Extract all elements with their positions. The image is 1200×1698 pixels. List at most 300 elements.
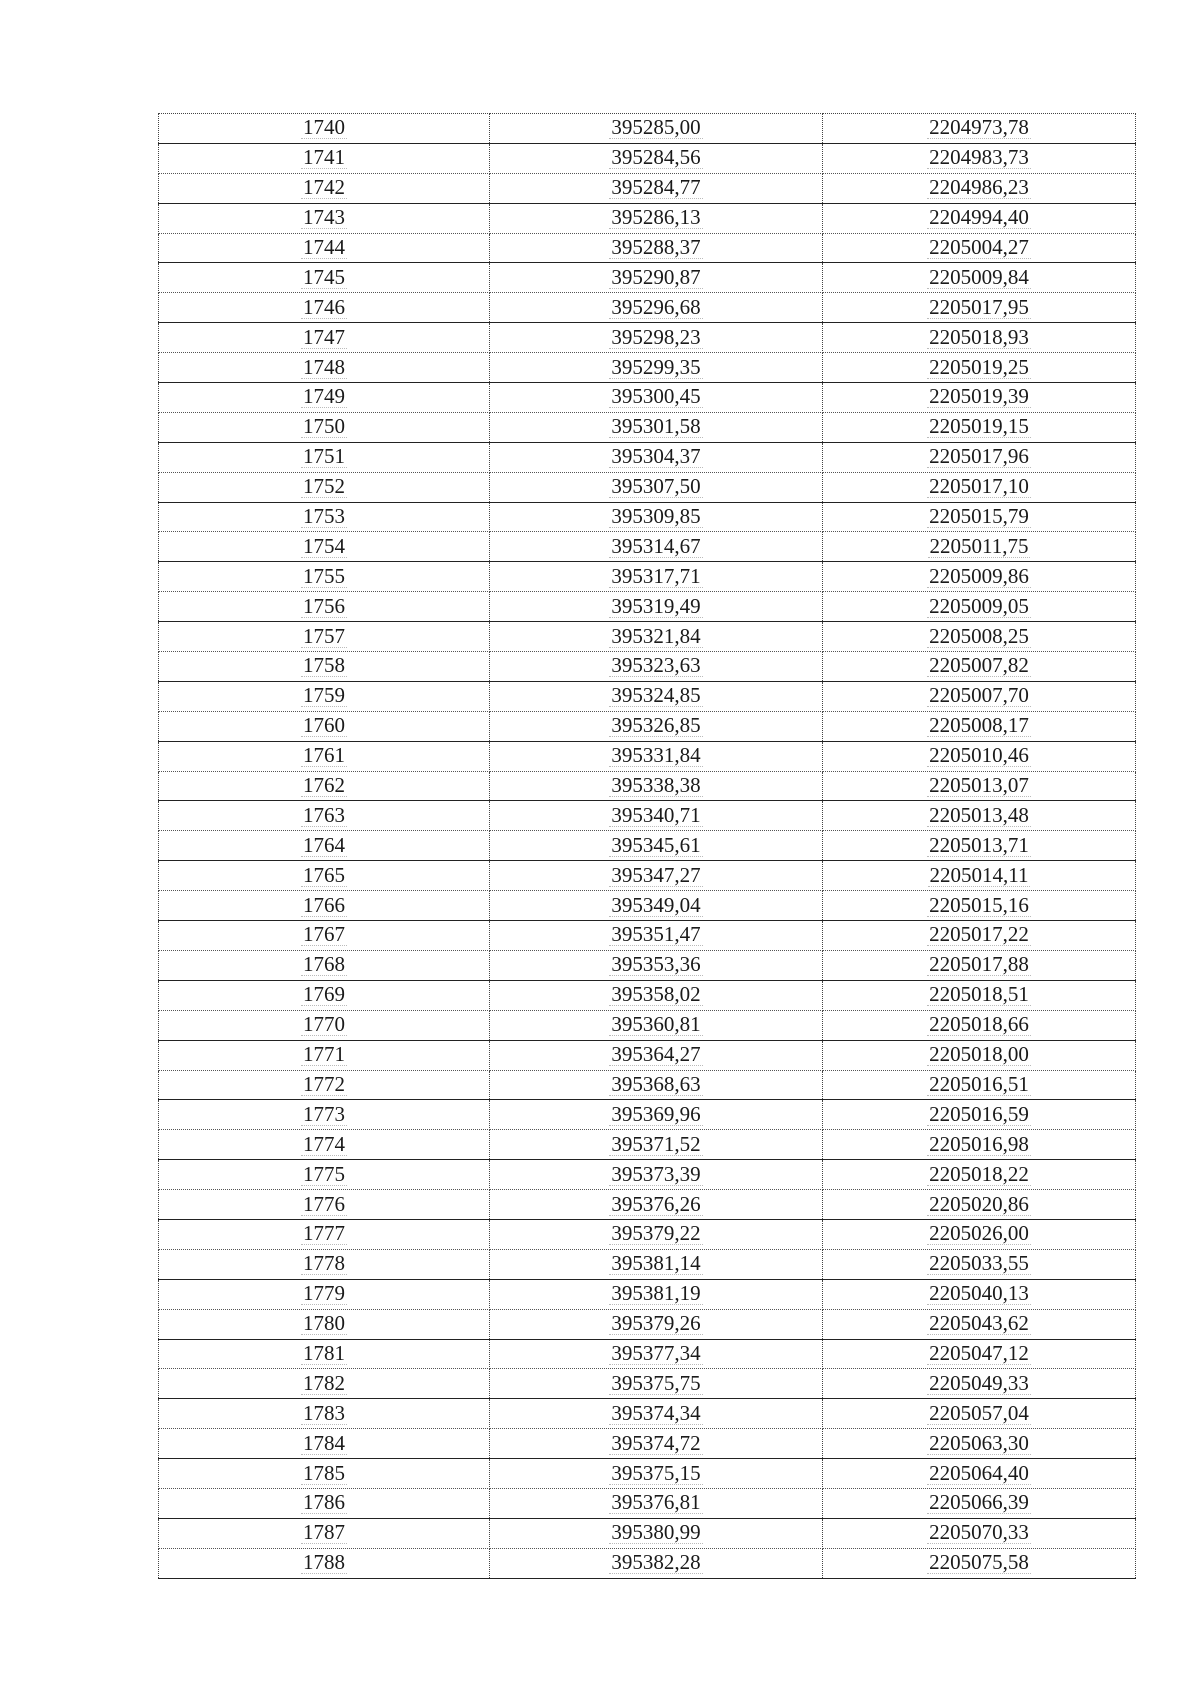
table-row	[159, 1130, 1136, 1160]
x-coordinate-text: 395314,67	[611, 533, 701, 558]
table-row	[159, 532, 1136, 562]
x-coordinate-cell	[490, 293, 823, 323]
y-coordinate-cell	[823, 1279, 1136, 1309]
point-number-cell	[159, 622, 490, 652]
table-row	[159, 472, 1136, 502]
point-number-text: 1787	[303, 1520, 345, 1545]
point-number-text: 1779	[303, 1281, 345, 1306]
y-coordinate-cell	[823, 681, 1136, 711]
y-coordinate-cell	[823, 1040, 1136, 1070]
y-coordinate-cell	[823, 1100, 1136, 1130]
y-coordinate-text: 2205011,75	[929, 533, 1029, 558]
y-coordinate-text: 2205019,25	[929, 354, 1029, 379]
point-number-cell	[159, 472, 490, 502]
point-number-text: 1746	[303, 294, 345, 319]
point-number-cell	[159, 203, 490, 233]
x-coordinate-text: 395353,36	[611, 952, 701, 977]
y-coordinate-cell	[823, 1190, 1136, 1220]
x-coordinate-cell	[490, 771, 823, 801]
y-coordinate-cell	[823, 143, 1136, 173]
y-coordinate-cell	[823, 801, 1136, 831]
x-coordinate-cell	[490, 1160, 823, 1190]
y-coordinate-cell	[823, 771, 1136, 801]
y-coordinate-text: 2205018,00	[929, 1042, 1029, 1067]
table-row	[159, 383, 1136, 413]
x-coordinate-text: 395379,26	[611, 1311, 701, 1336]
point-number-text: 1781	[303, 1340, 345, 1365]
y-coordinate-text: 2205014,11	[929, 862, 1029, 887]
point-number-cell	[159, 1190, 490, 1220]
y-coordinate-cell	[823, 203, 1136, 233]
table-row	[159, 1518, 1136, 1548]
point-number-cell	[159, 412, 490, 442]
point-number-text: 1742	[303, 175, 345, 200]
y-coordinate-cell	[823, 1130, 1136, 1160]
x-coordinate-text: 395307,50	[611, 474, 701, 499]
x-coordinate-cell	[490, 681, 823, 711]
y-coordinate-text: 2205013,07	[929, 773, 1029, 798]
point-number-text: 1755	[303, 563, 345, 588]
x-coordinate-text: 395373,39	[611, 1161, 701, 1186]
y-coordinate-text: 2205009,84	[929, 264, 1029, 289]
x-coordinate-cell	[490, 1100, 823, 1130]
x-coordinate-text: 395380,99	[611, 1520, 701, 1545]
point-number-text: 1772	[303, 1071, 345, 1096]
point-number-text: 1780	[303, 1311, 345, 1336]
point-number-cell	[159, 592, 490, 622]
point-number-text: 1745	[303, 264, 345, 289]
point-number-text: 1749	[303, 384, 345, 409]
y-coordinate-cell	[823, 173, 1136, 203]
coordinates-table	[158, 113, 1136, 1579]
y-coordinate-text: 2205033,55	[929, 1251, 1029, 1276]
x-coordinate-cell	[490, 562, 823, 592]
table-row	[159, 771, 1136, 801]
point-number-text: 1773	[303, 1101, 345, 1126]
y-coordinate-cell	[823, 562, 1136, 592]
y-coordinate-text: 2205049,33	[929, 1370, 1029, 1395]
x-coordinate-text: 395382,28	[611, 1550, 701, 1575]
x-coordinate-cell	[490, 1429, 823, 1459]
x-coordinate-cell	[490, 592, 823, 622]
coordinates-table-body	[159, 114, 1136, 1579]
point-number-text: 1775	[303, 1161, 345, 1186]
point-number-text: 1764	[303, 832, 345, 857]
x-coordinate-cell	[490, 891, 823, 921]
point-number-cell	[159, 562, 490, 592]
point-number-cell	[159, 861, 490, 891]
point-number-cell	[159, 1249, 490, 1279]
x-coordinate-text: 395331,84	[611, 743, 701, 768]
y-coordinate-text: 2205007,82	[929, 653, 1029, 678]
x-coordinate-cell	[490, 1279, 823, 1309]
point-number-text: 1751	[303, 444, 345, 469]
point-number-text: 1762	[303, 773, 345, 798]
y-coordinate-cell	[823, 980, 1136, 1010]
table-row	[159, 980, 1136, 1010]
y-coordinate-text: 2205009,86	[929, 563, 1029, 588]
y-coordinate-cell	[823, 1219, 1136, 1249]
x-coordinate-cell	[490, 1040, 823, 1070]
x-coordinate-cell	[490, 861, 823, 891]
table-row	[159, 652, 1136, 682]
y-coordinate-cell	[823, 921, 1136, 951]
y-coordinate-text: 2204983,73	[929, 145, 1029, 170]
point-number-cell	[159, 1488, 490, 1518]
table-row	[159, 1399, 1136, 1429]
point-number-text: 1753	[303, 504, 345, 529]
x-coordinate-cell	[490, 1518, 823, 1548]
y-coordinate-cell	[823, 711, 1136, 741]
table-row	[159, 173, 1136, 203]
x-coordinate-cell	[490, 1488, 823, 1518]
point-number-cell	[159, 1100, 490, 1130]
y-coordinate-text: 2204973,78	[929, 115, 1029, 140]
y-coordinate-text: 2205064,40	[929, 1460, 1029, 1485]
y-coordinate-text: 2205013,48	[929, 802, 1029, 827]
point-number-text: 1758	[303, 653, 345, 678]
y-coordinate-cell	[823, 1369, 1136, 1399]
point-number-cell	[159, 771, 490, 801]
y-coordinate-text: 2205009,05	[929, 593, 1029, 618]
y-coordinate-text: 2205013,71	[929, 832, 1029, 857]
point-number-cell	[159, 293, 490, 323]
x-coordinate-text: 395323,63	[611, 653, 701, 678]
x-coordinate-cell	[490, 412, 823, 442]
table-row	[159, 681, 1136, 711]
table-row	[159, 1339, 1136, 1369]
x-coordinate-cell	[490, 831, 823, 861]
table-row	[159, 1040, 1136, 1070]
y-coordinate-text: 2205018,66	[929, 1012, 1029, 1037]
table-row	[159, 1279, 1136, 1309]
x-coordinate-cell	[490, 652, 823, 682]
point-number-text: 1766	[303, 892, 345, 917]
x-coordinate-cell	[490, 1219, 823, 1249]
x-coordinate-text: 395371,52	[611, 1131, 701, 1156]
x-coordinate-text: 395368,63	[611, 1071, 701, 1096]
table-row	[159, 1010, 1136, 1040]
x-coordinate-cell	[490, 1190, 823, 1220]
point-number-text: 1743	[303, 205, 345, 230]
y-coordinate-cell	[823, 741, 1136, 771]
x-coordinate-cell	[490, 1309, 823, 1339]
point-number-text: 1747	[303, 324, 345, 349]
x-coordinate-text: 395298,23	[611, 324, 701, 349]
table-row	[159, 353, 1136, 383]
x-coordinate-text: 395381,14	[611, 1251, 701, 1276]
x-coordinate-text: 395284,56	[611, 145, 701, 170]
x-coordinate-cell	[490, 1459, 823, 1489]
y-coordinate-cell	[823, 442, 1136, 472]
x-coordinate-text: 395324,85	[611, 683, 701, 708]
y-coordinate-cell	[823, 891, 1136, 921]
point-number-text: 1782	[303, 1370, 345, 1395]
y-coordinate-cell	[823, 114, 1136, 144]
point-number-text: 1785	[303, 1460, 345, 1485]
x-coordinate-text: 395285,00	[611, 115, 701, 140]
point-number-cell	[159, 1429, 490, 1459]
x-coordinate-text: 395364,27	[611, 1042, 701, 1067]
y-coordinate-text: 2205017,95	[929, 294, 1029, 319]
point-number-cell	[159, 831, 490, 861]
point-number-text: 1776	[303, 1191, 345, 1216]
y-coordinate-cell	[823, 1548, 1136, 1578]
x-coordinate-cell	[490, 263, 823, 293]
table-row	[159, 114, 1136, 144]
y-coordinate-cell	[823, 1070, 1136, 1100]
y-coordinate-text: 2205018,22	[929, 1161, 1029, 1186]
table-row	[159, 233, 1136, 263]
point-number-cell	[159, 1070, 490, 1100]
y-coordinate-cell	[823, 323, 1136, 353]
y-coordinate-text: 2205066,39	[929, 1490, 1029, 1515]
y-coordinate-cell	[823, 263, 1136, 293]
x-coordinate-cell	[490, 233, 823, 263]
table-row	[159, 801, 1136, 831]
x-coordinate-cell	[490, 1369, 823, 1399]
x-coordinate-text: 395374,34	[611, 1400, 701, 1425]
y-coordinate-text: 2205019,15	[929, 414, 1029, 439]
y-coordinate-cell	[823, 502, 1136, 532]
y-coordinate-cell	[823, 353, 1136, 383]
x-coordinate-text: 395321,84	[611, 623, 701, 648]
table-row	[159, 203, 1136, 233]
point-number-text: 1777	[303, 1221, 345, 1246]
x-coordinate-text: 395376,26	[611, 1191, 701, 1216]
point-number-cell	[159, 442, 490, 472]
y-coordinate-cell	[823, 532, 1136, 562]
x-coordinate-cell	[490, 980, 823, 1010]
x-coordinate-cell	[490, 1249, 823, 1279]
y-coordinate-text: 2205020,86	[929, 1191, 1029, 1216]
x-coordinate-cell	[490, 711, 823, 741]
point-number-cell	[159, 1010, 490, 1040]
x-coordinate-text: 395340,71	[611, 802, 701, 827]
x-coordinate-cell	[490, 1070, 823, 1100]
point-number-cell	[159, 801, 490, 831]
point-number-text: 1756	[303, 593, 345, 618]
x-coordinate-text: 395347,27	[611, 862, 701, 887]
point-number-cell	[159, 652, 490, 682]
x-coordinate-text: 395304,37	[611, 444, 701, 469]
point-number-text: 1759	[303, 683, 345, 708]
point-number-cell	[159, 173, 490, 203]
table-row	[159, 950, 1136, 980]
x-coordinate-text: 395284,77	[611, 175, 701, 200]
point-number-text: 1763	[303, 802, 345, 827]
point-number-text: 1757	[303, 623, 345, 648]
point-number-cell	[159, 891, 490, 921]
point-number-text: 1767	[303, 922, 345, 947]
point-number-cell	[159, 1548, 490, 1578]
x-coordinate-cell	[490, 921, 823, 951]
y-coordinate-text: 2205007,70	[929, 683, 1029, 708]
point-number-text: 1741	[303, 145, 345, 170]
x-coordinate-cell	[490, 622, 823, 652]
point-number-cell	[159, 233, 490, 263]
table-row	[159, 891, 1136, 921]
y-coordinate-text: 2205017,96	[929, 444, 1029, 469]
y-coordinate-text: 2205040,13	[929, 1281, 1029, 1306]
y-coordinate-text: 2205047,12	[929, 1340, 1029, 1365]
y-coordinate-cell	[823, 1309, 1136, 1339]
x-coordinate-text: 395374,72	[611, 1430, 701, 1455]
y-coordinate-text: 2205016,59	[929, 1101, 1029, 1126]
y-coordinate-cell	[823, 592, 1136, 622]
x-coordinate-cell	[490, 143, 823, 173]
table-row	[159, 592, 1136, 622]
table-row	[159, 1309, 1136, 1339]
y-coordinate-text: 2205017,88	[929, 952, 1029, 977]
table-row	[159, 1160, 1136, 1190]
x-coordinate-text: 395379,22	[611, 1221, 701, 1246]
point-number-text: 1778	[303, 1251, 345, 1276]
table-row	[159, 263, 1136, 293]
x-coordinate-text: 395376,81	[611, 1490, 701, 1515]
y-coordinate-cell	[823, 1459, 1136, 1489]
y-coordinate-text: 2205008,25	[929, 623, 1029, 648]
x-coordinate-cell	[490, 502, 823, 532]
x-coordinate-cell	[490, 472, 823, 502]
x-coordinate-text: 395349,04	[611, 892, 701, 917]
table-row	[159, 1488, 1136, 1518]
point-number-cell	[159, 711, 490, 741]
x-coordinate-cell	[490, 114, 823, 144]
y-coordinate-cell	[823, 950, 1136, 980]
table-row	[159, 921, 1136, 951]
y-coordinate-text: 2204986,23	[929, 175, 1029, 200]
x-coordinate-text: 395375,75	[611, 1370, 701, 1395]
point-number-text: 1744	[303, 235, 345, 259]
y-coordinate-text: 2205043,62	[929, 1311, 1029, 1336]
y-coordinate-cell	[823, 1488, 1136, 1518]
x-coordinate-text: 395299,35	[611, 354, 701, 379]
y-coordinate-cell	[823, 233, 1136, 263]
table-row	[159, 1190, 1136, 1220]
x-coordinate-cell	[490, 532, 823, 562]
point-number-text: 1748	[303, 354, 345, 379]
table-row	[159, 412, 1136, 442]
table-row	[159, 622, 1136, 652]
y-coordinate-cell	[823, 293, 1136, 323]
x-coordinate-cell	[490, 1339, 823, 1369]
point-number-cell	[159, 1518, 490, 1548]
table-row	[159, 1459, 1136, 1489]
x-coordinate-text: 395288,37	[611, 235, 701, 259]
point-number-cell	[159, 383, 490, 413]
point-number-text: 1784	[303, 1430, 345, 1455]
table-row	[159, 323, 1136, 353]
table-row	[159, 1369, 1136, 1399]
point-number-text: 1761	[303, 743, 345, 768]
point-number-text: 1774	[303, 1131, 345, 1156]
x-coordinate-text: 395369,96	[611, 1101, 701, 1126]
x-coordinate-text: 395296,68	[611, 294, 701, 319]
y-coordinate-cell	[823, 1339, 1136, 1369]
y-coordinate-cell	[823, 1010, 1136, 1040]
point-number-cell	[159, 1369, 490, 1399]
table-row	[159, 1070, 1136, 1100]
x-coordinate-cell	[490, 442, 823, 472]
y-coordinate-text: 2205017,10	[929, 474, 1029, 499]
x-coordinate-text: 395300,45	[611, 384, 701, 409]
y-coordinate-text: 2205057,04	[929, 1400, 1029, 1425]
y-coordinate-cell	[823, 472, 1136, 502]
point-number-cell	[159, 502, 490, 532]
y-coordinate-text: 2205063,30	[929, 1430, 1029, 1455]
y-coordinate-text: 2205010,46	[929, 743, 1029, 768]
x-coordinate-cell	[490, 1548, 823, 1578]
x-coordinate-text: 395319,49	[611, 593, 701, 618]
point-number-text: 1768	[303, 952, 345, 977]
x-coordinate-cell	[490, 353, 823, 383]
point-number-cell	[159, 323, 490, 353]
y-coordinate-text: 2205008,17	[929, 713, 1029, 738]
x-coordinate-text: 395317,71	[611, 563, 701, 588]
point-number-text: 1783	[303, 1400, 345, 1425]
y-coordinate-cell	[823, 1518, 1136, 1548]
point-number-cell	[159, 741, 490, 771]
point-number-text: 1760	[303, 713, 345, 738]
point-number-text: 1740	[303, 115, 345, 140]
table-row	[159, 562, 1136, 592]
y-coordinate-cell	[823, 1160, 1136, 1190]
table-row	[159, 831, 1136, 861]
y-coordinate-text: 2205026,00	[929, 1221, 1029, 1246]
point-number-cell	[159, 114, 490, 144]
x-coordinate-text: 395351,47	[611, 922, 701, 947]
y-coordinate-text: 2205075,58	[929, 1550, 1029, 1575]
x-coordinate-text: 395286,13	[611, 205, 701, 230]
point-number-cell	[159, 532, 490, 562]
table-row	[159, 711, 1136, 741]
point-number-cell	[159, 1040, 490, 1070]
y-coordinate-text: 2205018,51	[929, 982, 1029, 1007]
y-coordinate-text: 2204994,40	[929, 205, 1029, 230]
point-number-cell	[159, 980, 490, 1010]
y-coordinate-text: 2205070,33	[929, 1520, 1029, 1545]
x-coordinate-cell	[490, 323, 823, 353]
y-coordinate-text: 2205016,51	[929, 1071, 1029, 1096]
y-coordinate-text: 2205017,22	[929, 922, 1029, 947]
point-number-text: 1786	[303, 1490, 345, 1515]
x-coordinate-cell	[490, 1010, 823, 1040]
point-number-cell	[159, 353, 490, 383]
point-number-cell	[159, 143, 490, 173]
y-coordinate-cell	[823, 383, 1136, 413]
x-coordinate-text: 395345,61	[611, 832, 701, 857]
x-coordinate-cell	[490, 203, 823, 233]
point-number-cell	[159, 950, 490, 980]
x-coordinate-text: 395301,58	[611, 414, 701, 439]
x-coordinate-cell	[490, 950, 823, 980]
point-number-text: 1754	[303, 533, 345, 558]
y-coordinate-cell	[823, 1249, 1136, 1279]
x-coordinate-text: 395358,02	[611, 982, 701, 1007]
y-coordinate-cell	[823, 1429, 1136, 1459]
table-row	[159, 1548, 1136, 1578]
x-coordinate-cell	[490, 1130, 823, 1160]
x-coordinate-cell	[490, 173, 823, 203]
point-number-text: 1752	[303, 474, 345, 499]
y-coordinate-text: 2205016,98	[929, 1131, 1029, 1156]
x-coordinate-text: 395360,81	[611, 1012, 701, 1037]
point-number-cell	[159, 1130, 490, 1160]
y-coordinate-cell	[823, 861, 1136, 891]
x-coordinate-text: 395338,38	[611, 773, 701, 798]
x-coordinate-text: 395377,34	[611, 1340, 701, 1365]
